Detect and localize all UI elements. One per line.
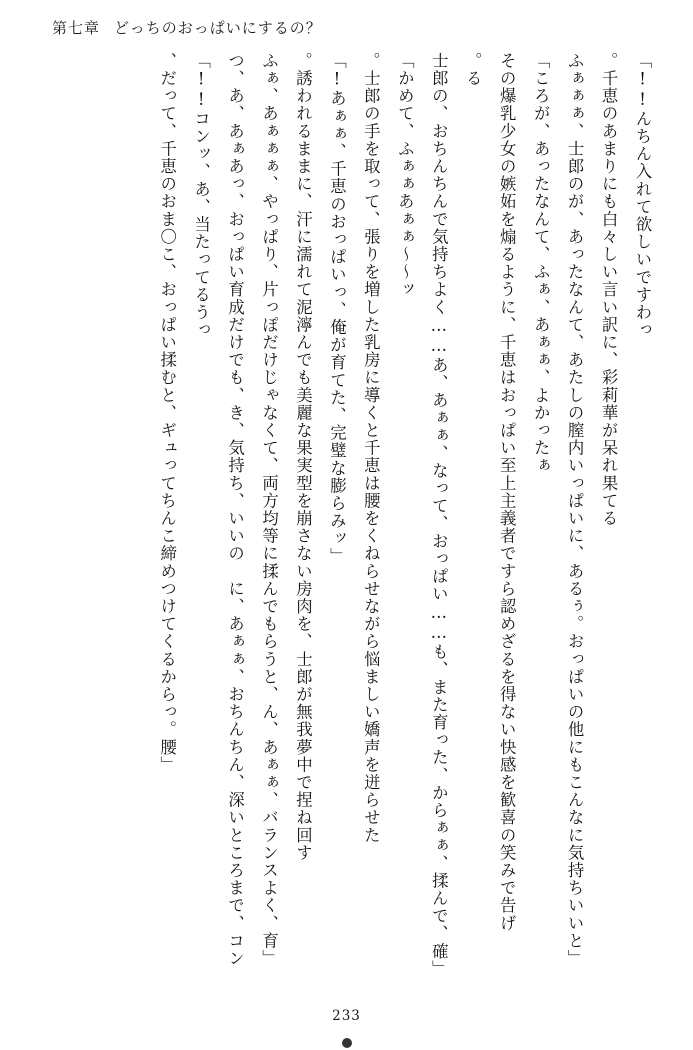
chapter-title-text: どっちのおっぱいにするの？	[114, 18, 322, 37]
paragraph: 「あぁぁ、千恵のおっぱいっ、俺が育てた、完璧な膨らみッ!」	[327, 52, 347, 566]
paragraph: 「だって、千恵のおま〇こ、おっぱい揉むと、ギュってちんこ締めつけてくるからっ。腰、	[157, 52, 177, 774]
paragraph: 「士郎の、おちんちんで気持ちよく……あ、あぁぁ、なって、おっぱい……も、また育った、からぁぁ、揉んで、確かめて、ふぁぁあぁぁ～～ッ」	[395, 52, 449, 978]
chapter-heading	[52, 17, 322, 38]
paragraph: んちん入れて欲しいですわっ!!」	[633, 52, 652, 339]
page-header	[0, 10, 693, 44]
paragraph: 「ふぁ、あぁぁぁ、やっぱり、片っぽだけじゃなくて、両方均等に揉んでもらうと、ん、あぁぁ、バランスよく、育つ、あ、あぁあっ、おっぱい育成だけでも、き、気持ち、いいの に、あぁぁ、おちんちん、深いところまで、コンコンッ、あ、当たってるうっ!!」	[191, 52, 279, 968]
paragraph: その爆乳少女の嫉妬を煽るように、千恵はおっぱい至上主義者ですら認めざるを得ない快感を歓喜の笑みで告げる。	[463, 52, 517, 950]
page-number: 233	[332, 1008, 361, 1024]
paragraph: 誘われるままに、汗に濡れて泥濘んでも美麗な果実型を崩さない房肉を、士郎が無我夢中で捏ね回す。	[293, 52, 313, 880]
vertical-text-column	[34, 52, 659, 982]
paragraph: 「ふぁぁぁ、士郎のが、あったなんて、あたしの膣内いっぱいに、あるぅ。おっぱいの他にもこんなに気持ちいいところが、あったなんて、ふぁ、あぁぁ、よかったぁ」	[531, 52, 585, 968]
header-divider	[34, 44, 659, 45]
page-bottom-mark	[342, 1038, 352, 1048]
paragraph: 士郎の手を取って、張りを増した乳房に導くと千恵は腰をくねらせながら悩ましい嬌声を迸らせた。	[361, 52, 381, 862]
chapter-number: 第七章	[52, 18, 101, 37]
paragraph: 千恵のあまりにも白々しい言い訳に、彩莉華が呆れ果てる。	[599, 52, 619, 545]
body-text-area	[34, 52, 659, 982]
